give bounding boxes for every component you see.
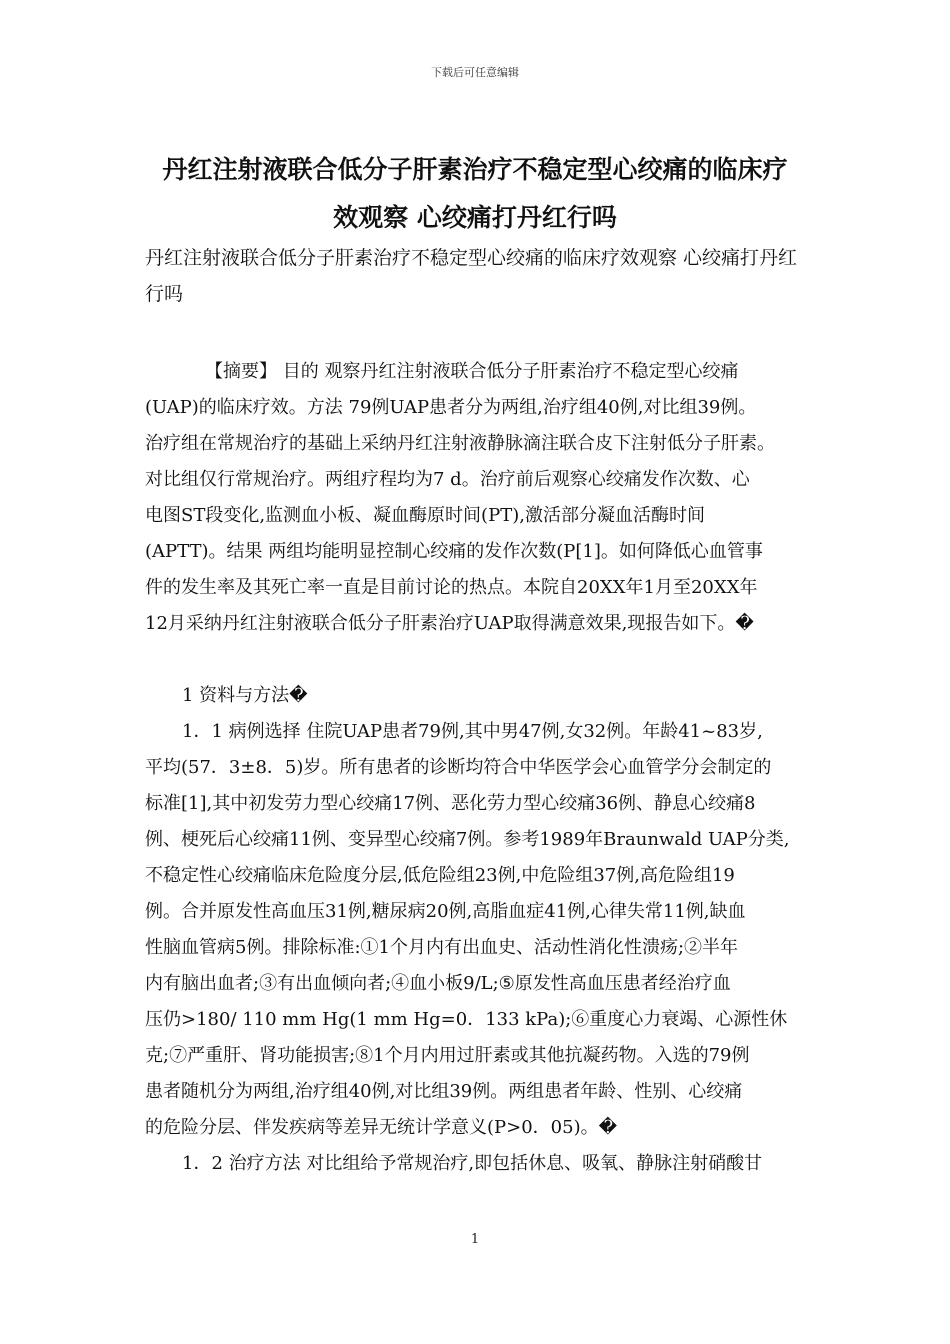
section-line: 性脑血管病5例。排除标准:①1个月内有出血史、活动性消化性溃疡;②半年 (145, 937, 739, 958)
abstract-line: 电图ST段变化,监测血小板、凝血酶原时间(PT),激活部分凝血活酶时间 (145, 505, 705, 526)
section-line: 平均(57．3±8．5)岁。所有患者的诊断均符合中华医学会心血管学分会制定的 (145, 757, 772, 778)
page-number: 1 (470, 1232, 480, 1247)
section-line: 压仍>180/ 110 mm Hg(1 mm Hg=0．133 kPa);⑥重度心力衰竭、心源性休 (145, 1009, 788, 1030)
section-line: 1．2 治疗方法 对比组给予常规治疗,即包括休息、吸氧、静脉注射硝酸甘 (182, 1153, 763, 1174)
section-line: 的危险分层、伴发疾病等差异无统计学意义(P>0．05)。� (145, 1117, 618, 1138)
header-note: 下载后可任意编辑 (431, 66, 519, 79)
section-line: 例。合并原发性高血压31例,糖尿病20例,高脂血症41例,心律失常11例,缺血 (145, 901, 746, 922)
abstract-paragraph (145, 354, 825, 642)
body-text (145, 354, 825, 1182)
section-1-1-paragraph (145, 714, 825, 1146)
section-line: 标准[1],其中初发劳力型心绞痛17例、恶化劳力型心绞痛36例、静息心绞痛8 (145, 793, 756, 814)
abstract-line: 件的发生率及其死亡率一直是目前讨论的热点。本院自20XX年1月至20XX年 (145, 577, 758, 598)
section-1-heading: 1 资料与方法� (182, 685, 308, 706)
section-line: 克;⑦严重肝、肾功能损害;⑧1个月内用过肝素或其他抗凝药物。入选的79例 (145, 1045, 750, 1066)
subtitle-line-2: 行吗 (145, 283, 184, 305)
section-line: 1．1 病例选择 住院UAP患者79例,其中男47例,女32例。年龄41~83岁, (182, 721, 763, 742)
section-line: 不稳定性心绞痛临床危险度分层,低危险组23例,中危险组37例,高危险组19 (145, 865, 735, 886)
section-heading (145, 678, 825, 714)
section-line: 例、梗死后心绞痛11例、变异型心绞痛7例。参考1989年Braunwald UAP分类, (145, 829, 790, 850)
abstract-line: 治疗组在常规治疗的基础上采纳丹红注射液静脉滴注联合皮下注射低分子肝素。 (145, 433, 775, 454)
title-line-2: 效观察 心绞痛打丹红行吗 (333, 203, 617, 232)
subtitle-line-1: 丹红注射液联合低分子肝素治疗不稳定型心绞痛的临床疗效观察 心绞痛打丹红 (145, 247, 798, 269)
abstract-line: (UAP)的临床疗效。方法 79例UAP患者分为两组,治疗组40例,对比组39例。 (145, 397, 757, 418)
section-line: 患者随机分为两组,治疗组40例,对比组39例。两组患者年龄、性别、心绞痛 (145, 1081, 743, 1102)
title-line-1: 丹红注射液联合低分子肝素治疗不稳定型心绞痛的临床疗 (162, 155, 788, 184)
section-1-2-paragraph (145, 1146, 825, 1182)
abstract-line: 【摘要】 目的 观察丹红注射液联合低分子肝素治疗不稳定型心绞痛 (205, 361, 739, 382)
abstract-line: 对比组仅行常规治疗。两组疗程均为7 d。治疗前后观察心绞痛发作次数、心 (145, 469, 750, 490)
paragraph-gap (145, 642, 825, 678)
section-line: 内有脑出血者;③有出血倾向者;④血小板9/L;⑤原发性高血压患者经治疗血 (145, 973, 731, 994)
subtitle (145, 240, 825, 312)
abstract-line: 12月采纳丹红注射液联合低分子肝素治疗UAP取得满意效果,现报告如下。� (145, 613, 754, 634)
abstract-line: (APTT)。结果 两组均能明显控制心绞痛的发作次数(P[1]。如何降低心血管事 (145, 541, 763, 562)
